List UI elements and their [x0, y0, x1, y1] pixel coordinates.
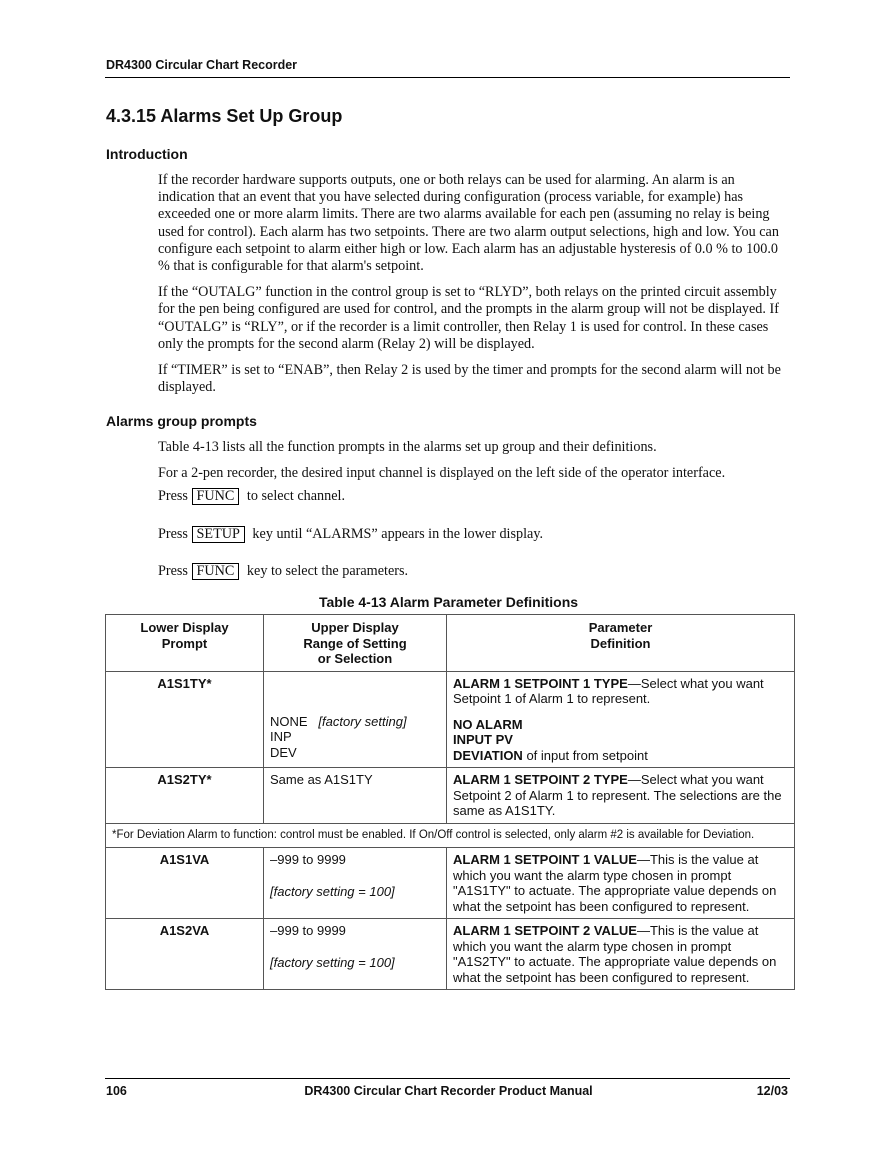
range-cell: –999 to 9999 [factory setting = 100] [264, 919, 447, 990]
range-cell: NONE [factory setting] INP DEV [264, 671, 447, 768]
table-row [106, 919, 795, 990]
footer-manual-title: DR4300 Circular Chart Recorder Product Manual [304, 1084, 593, 1098]
header-upper-display-range: Upper Display Range of Setting or Selection [264, 615, 447, 672]
step-setup [158, 526, 543, 543]
table-row [106, 671, 795, 768]
table-row [106, 848, 795, 919]
introduction-body [158, 172, 788, 405]
prompt-cell: A1S1TY* [106, 671, 264, 768]
prompts-heading: Alarms group prompts [106, 413, 257, 429]
header-rule [105, 77, 790, 78]
page-number: 106 [106, 1084, 127, 1098]
step-press: Press [158, 526, 188, 542]
header-parameter-definition: Parameter Definition [447, 615, 795, 672]
definition-cell: ALARM 1 SETPOINT 1 VALUE—This is the value at which you want the alarm type chosen in prompt "A1S1TY" to actuate. The appropriate value depends on what the setpoint has been configured to represent. [447, 848, 795, 919]
footer-rule [105, 1078, 790, 1079]
section-title: 4.3.15 Alarms Set Up Group [106, 106, 343, 126]
step-select-parameters [158, 563, 408, 580]
step-text: key to select the parameters. [246, 563, 409, 579]
intro-paragraph: If “TIMER” is set to “ENAB”, then Relay 2 is used by the timer and prompts for the second alarm will not be displayed. [158, 362, 781, 396]
table-caption: Table 4-13 Alarm Parameter Definitions [318, 594, 579, 610]
definition-cell: ALARM 1 SETPOINT 2 TYPE—Select what you want Setpoint 2 of Alarm 1 to represent. The selections are the same as A1S1TY. [447, 768, 795, 824]
step-text: to select channel. [246, 488, 346, 504]
definition-cell: ALARM 1 SETPOINT 1 TYPE—Select what you want Setpoint 1 of Alarm 1 to represent. NO ALARM INPUT PV DEVIATION of input from setpoint [447, 671, 795, 768]
intro-paragraph: If the recorder hardware supports outputs, one or both relays can be used for alarming. An alarm is an indication that an event that you have selected during configuration (process variable, for example) has exceeded one or more alarm limits. There are two alarms available for each pen (assuming no relay is being used for control). Each alarm has two setpoints. There are two alarm output selections, high and low. You can configure each setpoint to alarm either high or low. Each alarm has an adjustable hysteresis of 0.0 % to 100.0 % that is configurable for that alarm's setpoint. [158, 172, 779, 275]
alarm-parameter-table [105, 614, 795, 990]
step-select-channel [158, 488, 345, 505]
table-row [106, 768, 795, 824]
step-text: key until “ALARMS” appears in the lower display. [252, 526, 544, 542]
prompts-channel-line: For a 2-pen recorder, the desired input channel is displayed on the left side of the operator interface. [158, 465, 726, 481]
setup-key: SETUP [192, 526, 245, 543]
prompt-cell: A1S2TY* [106, 768, 264, 824]
introduction-heading: Introduction [106, 146, 188, 162]
running-header: DR4300 Circular Chart Recorder [106, 58, 298, 72]
table-footnote: *For Deviation Alarm to function: control must be enabled. If On/Off control is selected, only alarm #2 is available for Deviation. [106, 823, 795, 848]
func-key: FUNC [192, 488, 240, 505]
range-cell: –999 to 9999 [factory setting = 100] [264, 848, 447, 919]
func-key: FUNC [192, 563, 240, 580]
table-header-row [106, 615, 795, 672]
step-press: Press [158, 563, 188, 579]
table-note-row [106, 823, 795, 848]
step-press: Press [158, 488, 188, 504]
prompts-intro-line: Table 4-13 lists all the function prompts in the alarms set up group and their definitions. [158, 439, 657, 455]
prompt-cell: A1S1VA [106, 848, 264, 919]
footer-date: 12/03 [756, 1084, 788, 1098]
intro-paragraph: If the “OUTALG” function in the control group is set to “RLYD”, both relays on the printed circuit assembly for the pen being configured are used for control, and the prompts in the alarm group will not be displayed. If “OUTALG” is “RLY”, or if the recorder is a limit controller, then Relay 1 is used for control. In these cases only the prompts for the second alarm (Relay 2) will be displayed. [158, 284, 779, 352]
definition-cell: ALARM 1 SETPOINT 2 VALUE—This is the value at which you want the alarm type chosen in prompt "A1S2TY" to actuate. The appropriate value depends on what the setpoint has been configured to represent. [447, 919, 795, 990]
prompt-cell: A1S2VA [106, 919, 264, 990]
range-cell: Same as A1S1TY [264, 768, 447, 824]
header-lower-display-prompt: Lower Display Prompt [106, 615, 264, 672]
